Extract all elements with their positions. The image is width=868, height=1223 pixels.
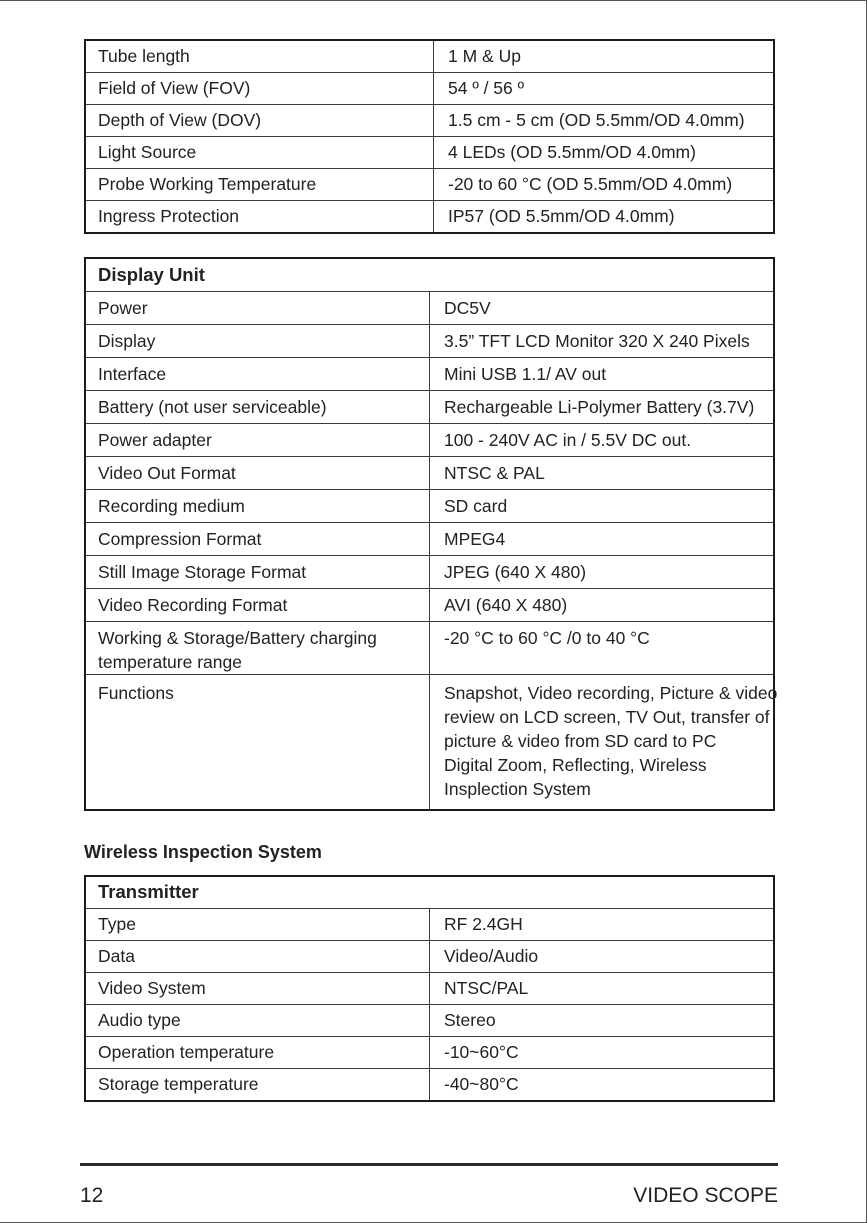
table-header-row <box>85 876 774 909</box>
spec-label: Operation temperature <box>85 1037 430 1069</box>
spec-value: 100 - 240V AC in / 5.5V DC out. <box>430 424 775 457</box>
table-row <box>85 622 774 675</box>
table-row <box>85 358 774 391</box>
page-number: 12 <box>80 1184 104 1207</box>
table-row <box>85 523 774 556</box>
footer-title: VIDEO SCOPE <box>633 1184 778 1207</box>
spec-label: Video System <box>85 973 430 1005</box>
transmitter-heading: Transmitter <box>85 876 774 909</box>
spec-label: Data <box>85 941 430 973</box>
spec-label: Functions <box>85 675 430 811</box>
spec-label: Interface <box>85 358 430 391</box>
spec-value: 54 º / 56 º <box>434 73 775 105</box>
functions-line: review on LCD screen, TV Out, transfer of <box>444 707 770 727</box>
table-row <box>85 675 774 811</box>
spec-label: Display <box>85 325 430 358</box>
spec-label: Type <box>85 909 430 941</box>
table-row <box>85 556 774 589</box>
table-row <box>85 40 774 73</box>
spec-value: NTSC/PAL <box>430 973 775 1005</box>
table-row <box>85 1069 774 1102</box>
spec-value: -40~80°C <box>430 1069 775 1102</box>
temperature-label <box>85 622 430 675</box>
spec-label: Compression Format <box>85 523 430 556</box>
table-row <box>85 169 774 201</box>
table-row <box>85 457 774 490</box>
spec-label: Depth of View (DOV) <box>85 105 434 137</box>
display-unit-table <box>84 257 778 811</box>
table-row <box>85 589 774 622</box>
table-row <box>85 292 774 325</box>
spec-value: AVI (640 X 480) <box>430 589 775 622</box>
table-row <box>85 201 774 234</box>
functions-line: Digital Zoom, Reflecting, Wireless <box>444 755 707 775</box>
table-row <box>85 973 774 1005</box>
table-row <box>85 73 774 105</box>
spec-value: RF 2.4GH <box>430 909 775 941</box>
spec-label: Battery (not user serviceable) <box>85 391 430 424</box>
temperature-label-line2: temperature range <box>98 652 242 672</box>
table-row <box>85 105 774 137</box>
table-header-row <box>85 258 774 292</box>
spec-label: Probe Working Temperature <box>85 169 434 201</box>
spec-label: Ingress Protection <box>85 201 434 234</box>
spec-label: Power <box>85 292 430 325</box>
spec-value: JPEG (640 X 480) <box>430 556 775 589</box>
spec-value: -20 °C to 60 °C /0 to 40 °C <box>430 622 775 675</box>
spec-label: Still Image Storage Format <box>85 556 430 589</box>
spec-value: Mini USB 1.1/ AV out <box>430 358 775 391</box>
spec-label: Power adapter <box>85 424 430 457</box>
spec-value: MPEG4 <box>430 523 775 556</box>
temperature-label-line1: Working & Storage/Battery charging <box>98 628 377 648</box>
table-row <box>85 941 774 973</box>
display-unit-heading: Display Unit <box>85 258 774 292</box>
spec-value: Video/Audio <box>430 941 775 973</box>
table-row <box>85 490 774 523</box>
spec-value: 3.5” TFT LCD Monitor 320 X 240 Pixels <box>430 325 775 358</box>
spec-label: Storage temperature <box>85 1069 430 1102</box>
table-row <box>85 137 774 169</box>
spec-value: SD card <box>430 490 775 523</box>
spec-value: 1.5 cm - 5 cm (OD 5.5mm/OD 4.0mm) <box>434 105 775 137</box>
spec-value: -20 to 60 °C (OD 5.5mm/OD 4.0mm) <box>434 169 775 201</box>
spec-label: Recording medium <box>85 490 430 523</box>
functions-value <box>430 675 778 811</box>
functions-line: picture & video from SD card to PC <box>444 731 717 751</box>
spec-label: Light Source <box>85 137 434 169</box>
probe-specs-table <box>84 39 775 234</box>
table-row <box>85 325 774 358</box>
transmitter-table <box>84 875 775 1102</box>
spec-value: Rechargeable Li-Polymer Battery (3.7V) <box>430 391 775 424</box>
spec-value: IP57 (OD 5.5mm/OD 4.0mm) <box>434 201 775 234</box>
spec-value: DC5V <box>430 292 775 325</box>
spec-label: Video Recording Format <box>85 589 430 622</box>
spec-value: 4 LEDs (OD 5.5mm/OD 4.0mm) <box>434 137 775 169</box>
spec-label: Field of View (FOV) <box>85 73 434 105</box>
table-row <box>85 1037 774 1069</box>
spec-value: NTSC & PAL <box>430 457 775 490</box>
table-row <box>85 1005 774 1037</box>
table-row <box>85 909 774 941</box>
spec-value: Stereo <box>430 1005 775 1037</box>
spec-label: Tube length <box>85 40 434 73</box>
spec-label: Video Out Format <box>85 457 430 490</box>
wireless-section-title: Wireless Inspection System <box>84 842 322 862</box>
spec-value: -10~60°C <box>430 1037 775 1069</box>
spec-label: Audio type <box>85 1005 430 1037</box>
functions-line: Snapshot, Video recording, Picture & video <box>444 683 778 703</box>
functions-line: Insplection System <box>444 779 591 799</box>
table-row <box>85 424 774 457</box>
spec-value: 1 M & Up <box>434 40 775 73</box>
table-row <box>85 391 774 424</box>
footer-divider <box>80 1163 778 1166</box>
